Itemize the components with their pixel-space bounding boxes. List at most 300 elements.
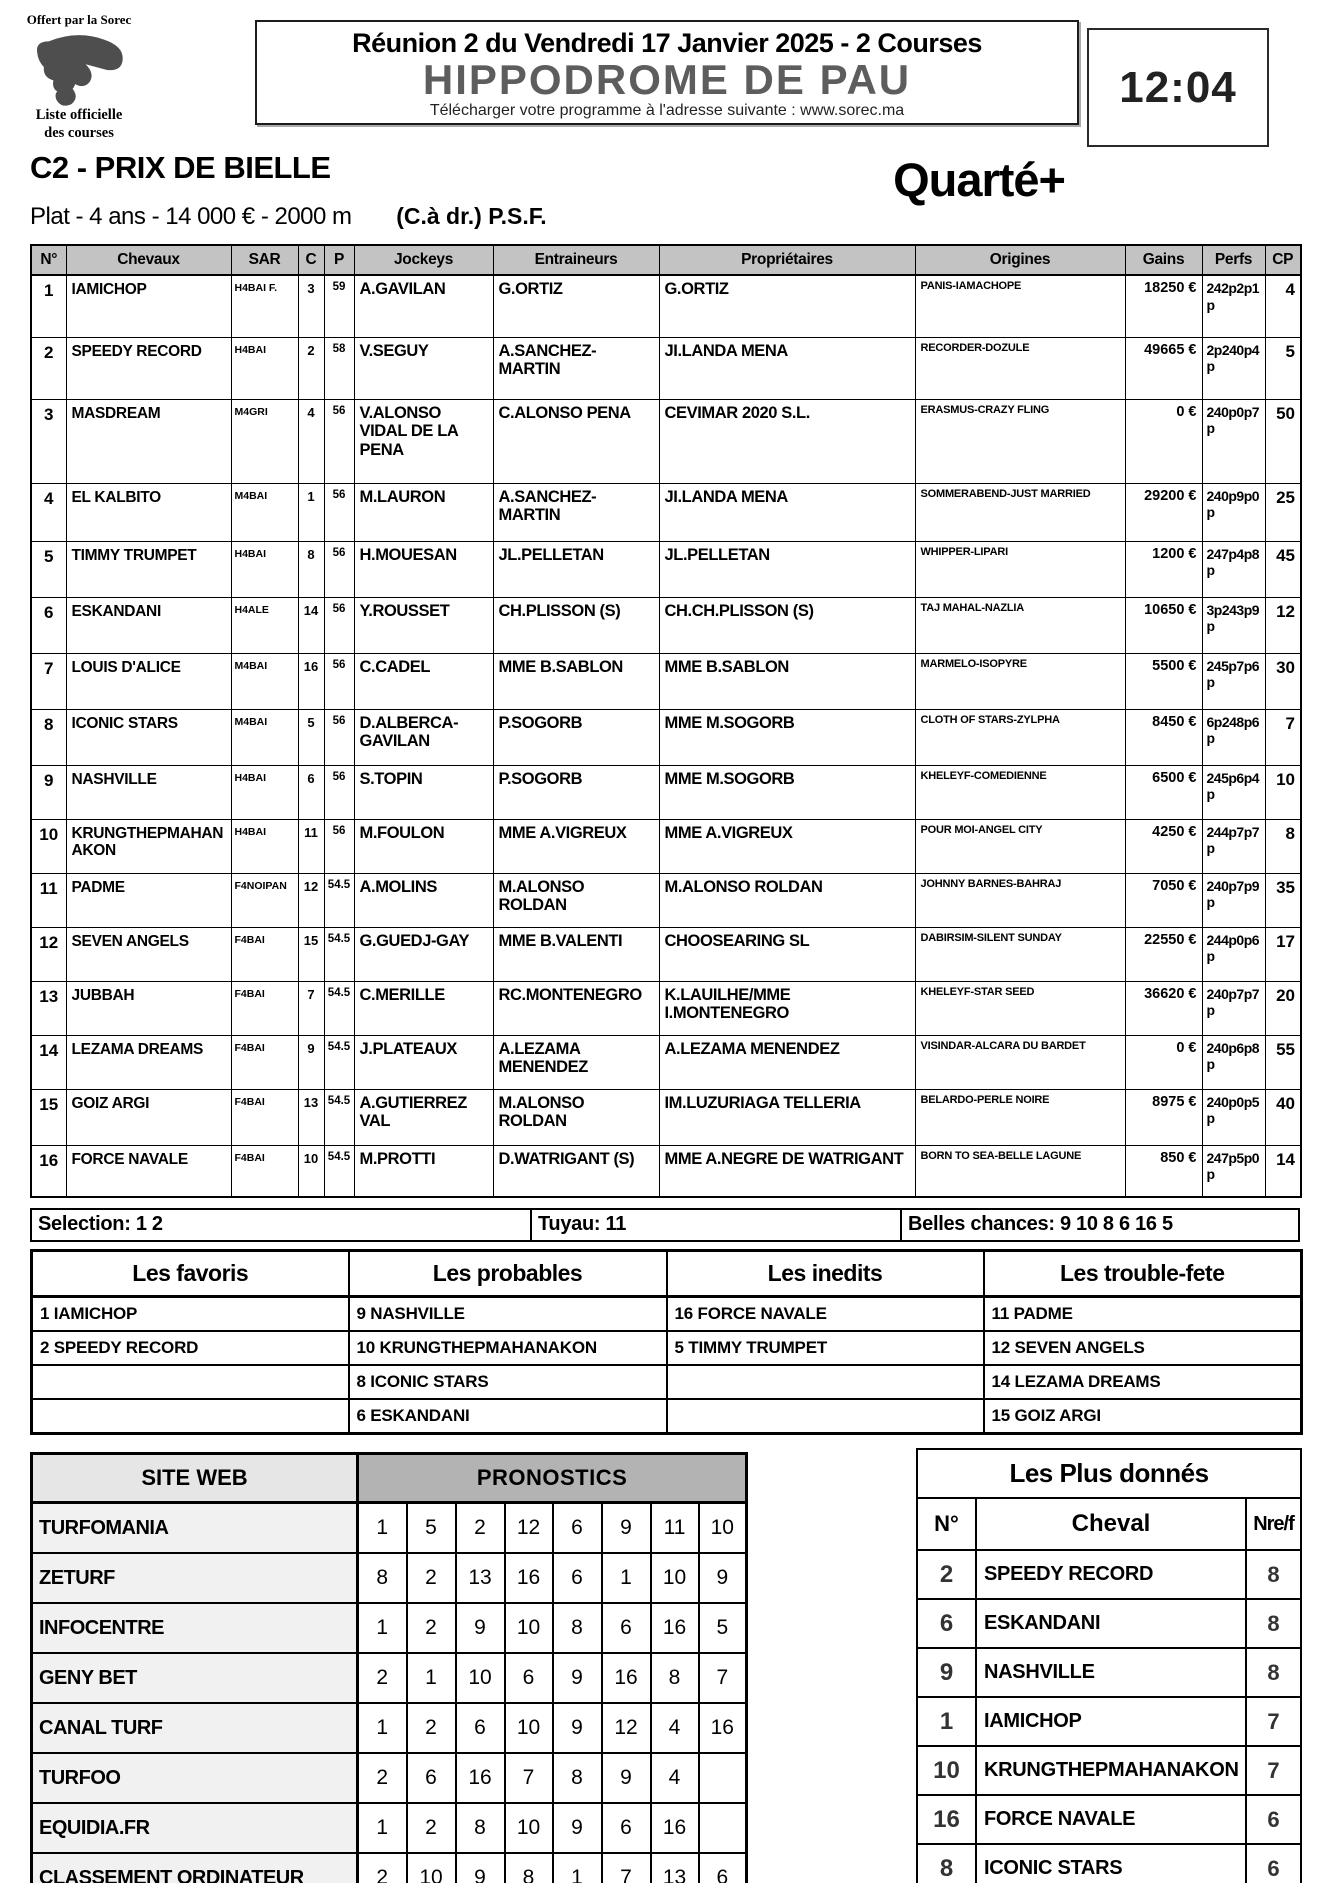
- horse-number: 10: [917, 1746, 976, 1795]
- cell-p: 56: [324, 653, 354, 709]
- cell-cp: 5: [1265, 337, 1301, 399]
- cell-c: 7: [298, 981, 324, 1035]
- site-name: GENY BET: [32, 1653, 358, 1703]
- cell-p: 54.5: [324, 1035, 354, 1089]
- horse-name: KRUNGTHEPMAHANAKON: [976, 1746, 1246, 1795]
- pronostic-number: 9: [602, 1503, 651, 1554]
- horse-head-icon: [31, 30, 127, 106]
- cell-sar: H4BAI: [231, 541, 298, 597]
- cell-c: 14: [298, 597, 324, 653]
- cell-origines: VISINDAR-ALCARA DU BARDET: [915, 1035, 1125, 1089]
- cell-jockey: M.LAURON: [354, 483, 493, 541]
- pick-cell: [32, 1365, 349, 1399]
- cell-cp: 12: [1265, 597, 1301, 653]
- cell-cp: 30: [1265, 653, 1301, 709]
- cell-proprietaire: K.LAUILHE/MME I.MONTENEGRO: [659, 981, 915, 1035]
- cell-num: 16: [31, 1145, 66, 1197]
- plus-donnes-row: [917, 1648, 1301, 1697]
- pick-cell: 11 PADME: [984, 1297, 1302, 1332]
- cell-gains: 10650 €: [1125, 597, 1202, 653]
- cell-gains: 4250 €: [1125, 819, 1202, 873]
- pronostic-number: 5: [699, 1603, 747, 1653]
- selection-bar: [30, 1208, 1300, 1242]
- plus-donnes-row: [917, 1550, 1301, 1599]
- cell-c: 9: [298, 1035, 324, 1089]
- pronostic-number: 16: [505, 1553, 553, 1603]
- cell-perfs: 244p0p6p: [1202, 927, 1265, 981]
- cell-perfs: 240p0p5p: [1202, 1089, 1265, 1145]
- cell-proprietaire: MME B.SABLON: [659, 653, 915, 709]
- pronostic-number: 6: [602, 1803, 651, 1853]
- cell-gains: 0 €: [1125, 1035, 1202, 1089]
- plus-donnes-col-nref: Nre/f: [1246, 1498, 1301, 1550]
- cell-origines: ERASMUS-CRAZY FLING: [915, 399, 1125, 483]
- logo-caption-line1: Liste officielle: [35, 107, 123, 123]
- pronostic-number: 9: [456, 1853, 505, 1883]
- cell-num: 13: [31, 981, 66, 1035]
- column-header-jockey: Jockeys: [354, 245, 493, 275]
- pronostic-number: 4: [651, 1703, 699, 1753]
- cell-origines: CLOTH OF STARS-ZYLPHA: [915, 709, 1125, 765]
- pronostic-number: 10: [651, 1553, 699, 1603]
- times-given-count: 8: [1246, 1550, 1301, 1599]
- race-time: 12:04: [1119, 62, 1237, 112]
- pronostic-number: 12: [505, 1503, 553, 1554]
- cell-sar: F4BAI: [231, 1089, 298, 1145]
- cell-gains: 1200 €: [1125, 541, 1202, 597]
- cell-entraineur: JL.PELLETAN: [493, 541, 659, 597]
- pick-cell: 16 FORCE NAVALE: [667, 1297, 984, 1332]
- cell-jockey: D.ALBERCA-GAVILAN: [354, 709, 493, 765]
- race-conditions: Plat - 4 ans - 14 000 € - 2000 m: [30, 203, 352, 230]
- times-given-count: 6: [1246, 1795, 1301, 1844]
- cell-cp: 17: [1265, 927, 1301, 981]
- cell-num: 9: [31, 765, 66, 819]
- horse-name: NASHVILLE: [976, 1648, 1246, 1697]
- cell-sar: M4BAI: [231, 709, 298, 765]
- download-note: Télécharger votre programme à l'adresse suivante : www.sorec.ma: [429, 102, 905, 119]
- cell-gains: 8975 €: [1125, 1089, 1202, 1145]
- pronostic-number: 10: [699, 1503, 747, 1554]
- logo-caption-top: Offert par la Sorec: [26, 12, 132, 27]
- cell-sar: M4BAI: [231, 483, 298, 541]
- logo-caption-line2: des courses: [44, 125, 114, 142]
- pronostic-number: 8: [505, 1853, 553, 1883]
- site-name: ZETURF: [32, 1553, 358, 1603]
- pronostic-number: 12: [602, 1703, 651, 1753]
- cell-origines: RECORDER-DOZULE: [915, 337, 1125, 399]
- cell-jockey: M.FOULON: [354, 819, 493, 873]
- column-header-p: P: [324, 245, 354, 275]
- picks-row: [32, 1399, 1302, 1434]
- tuyau-cell: Tuyau: 11: [532, 1210, 902, 1240]
- horse-number: 6: [917, 1599, 976, 1648]
- cell-p: 56: [324, 597, 354, 653]
- plus-donnes-title: Les Plus donnés: [917, 1449, 1301, 1498]
- pick-cell: 5 TIMMY TRUMPET: [667, 1331, 984, 1365]
- horse-number: 9: [917, 1648, 976, 1697]
- pronostic-row: [32, 1553, 747, 1603]
- cell-gains: 22550 €: [1125, 927, 1202, 981]
- pronostic-number: 2: [407, 1603, 456, 1653]
- cell-p: 56: [324, 765, 354, 819]
- cell-cheval: SPEEDY RECORD: [66, 337, 231, 399]
- cell-c: 4: [298, 399, 324, 483]
- horse-name: FORCE NAVALE: [976, 1795, 1246, 1844]
- horse-number: 8: [917, 1844, 976, 1883]
- cell-cheval: PADME: [66, 873, 231, 927]
- pronostic-number: 5: [407, 1503, 456, 1554]
- pronostic-number: 4: [651, 1753, 699, 1803]
- cell-p: 54.5: [324, 873, 354, 927]
- cell-proprietaire: MME A.VIGREUX: [659, 819, 915, 873]
- runner-row: [31, 927, 1301, 981]
- cell-jockey: S.TOPIN: [354, 765, 493, 819]
- cell-c: 13: [298, 1089, 324, 1145]
- pronostic-number: 2: [358, 1653, 407, 1703]
- cell-sar: H4BAI: [231, 765, 298, 819]
- pronostic-number: 16: [699, 1703, 747, 1753]
- pronostic-number: 9: [699, 1553, 747, 1603]
- cell-origines: DABIRSIM-SILENT SUNDAY: [915, 927, 1125, 981]
- cell-jockey: A.GAVILAN: [354, 275, 493, 337]
- plus-donnes-col-cheval: Cheval: [976, 1498, 1246, 1550]
- plus-donnes-header-row: [917, 1498, 1301, 1550]
- logo-caption-bottom: [18, 106, 140, 142]
- cell-origines: BORN TO SEA-BELLE LAGUNE: [915, 1145, 1125, 1197]
- column-header-perfs: Perfs: [1202, 245, 1265, 275]
- cell-p: 54.5: [324, 927, 354, 981]
- cell-proprietaire: MME A.NEGRE DE WATRIGANT: [659, 1145, 915, 1197]
- cell-entraineur: M.ALONSO ROLDAN: [493, 873, 659, 927]
- cell-sar: F4BAI: [231, 1035, 298, 1089]
- runners-table: [30, 244, 1302, 1198]
- pick-cell: 10 KRUNGTHEPMAHANAKON: [349, 1331, 667, 1365]
- cell-cp: 35: [1265, 873, 1301, 927]
- cell-proprietaire: JI.LANDA MENA: [659, 337, 915, 399]
- race-time-box: [1087, 28, 1269, 147]
- cell-gains: 18250 €: [1125, 275, 1202, 337]
- cell-gains: 6500 €: [1125, 765, 1202, 819]
- cell-cp: 8: [1265, 819, 1301, 873]
- pronostic-number: 6: [553, 1503, 602, 1554]
- cell-perfs: 247p4p8p: [1202, 541, 1265, 597]
- column-header-cheval: Chevaux: [66, 245, 231, 275]
- pick-cell: 9 NASHVILLE: [349, 1297, 667, 1332]
- cell-num: 2: [31, 337, 66, 399]
- runner-row: [31, 709, 1301, 765]
- cell-cheval: GOIZ ARGI: [66, 1089, 231, 1145]
- cell-sar: M4BAI: [231, 653, 298, 709]
- cell-origines: WHIPPER-LIPARI: [915, 541, 1125, 597]
- site-name: CANAL TURF: [32, 1703, 358, 1753]
- pronostic-number: 6: [699, 1853, 747, 1883]
- picks-column-header: Les trouble-fete: [984, 1251, 1302, 1297]
- hippodrome-name: HIPPODROME DE PAU: [422, 56, 912, 103]
- horse-name: IAMICHOP: [976, 1697, 1246, 1746]
- cell-proprietaire: CEVIMAR 2020 S.L.: [659, 399, 915, 483]
- pronostic-number: 11: [651, 1503, 699, 1554]
- sorec-logo: [18, 12, 140, 142]
- cell-cheval: LEZAMA DREAMS: [66, 1035, 231, 1089]
- cell-c: 16: [298, 653, 324, 709]
- column-header-num: N°: [31, 245, 66, 275]
- column-header-c: C: [298, 245, 324, 275]
- cell-cp: 14: [1265, 1145, 1301, 1197]
- pronostic-number: 6: [505, 1653, 553, 1703]
- race-title: C2 - PRIX DE BIELLE: [30, 150, 331, 185]
- pronostic-number: 2: [456, 1503, 505, 1554]
- race-conditions-row: [30, 203, 547, 231]
- cell-jockey: H.MOUESAN: [354, 541, 493, 597]
- cell-entraineur: A.LEZAMA MENENDEZ: [493, 1035, 659, 1089]
- picks-column-header: Les probables: [349, 1251, 667, 1297]
- pronostic-row: [32, 1653, 747, 1703]
- cell-num: 4: [31, 483, 66, 541]
- cell-p: 54.5: [324, 981, 354, 1035]
- cell-entraineur: MME A.VIGREUX: [493, 819, 659, 873]
- column-header-gains: Gains: [1125, 245, 1202, 275]
- cell-entraineur: A.SANCHEZ-MARTIN: [493, 483, 659, 541]
- bet-type-label: Quarté+: [893, 153, 1065, 206]
- pronostics-table: [30, 1452, 748, 1883]
- pronostic-number: 8: [456, 1803, 505, 1853]
- runner-row: [31, 541, 1301, 597]
- pronostic-number: 13: [456, 1553, 505, 1603]
- cell-entraineur: G.ORTIZ: [493, 275, 659, 337]
- picks-row: [32, 1331, 1302, 1365]
- cell-c: 5: [298, 709, 324, 765]
- cell-cheval: ICONIC STARS: [66, 709, 231, 765]
- pronostic-number: 7: [505, 1753, 553, 1803]
- cell-origines: BELARDO-PERLE NOIRE: [915, 1089, 1125, 1145]
- horse-number: 1: [917, 1697, 976, 1746]
- pick-cell: 8 ICONIC STARS: [349, 1365, 667, 1399]
- plus-donnes-row: [917, 1844, 1301, 1883]
- times-given-count: 7: [1246, 1746, 1301, 1795]
- pronostic-number: 10: [505, 1603, 553, 1653]
- cell-cp: 25: [1265, 483, 1301, 541]
- cell-entraineur: MME B.VALENTI: [493, 927, 659, 981]
- pick-cell: 2 SPEEDY RECORD: [32, 1331, 349, 1365]
- cell-jockey: A.MOLINS: [354, 873, 493, 927]
- pronostic-row: [32, 1753, 747, 1803]
- cell-jockey: G.GUEDJ-GAY: [354, 927, 493, 981]
- pronostic-row: [32, 1853, 747, 1883]
- cell-c: 11: [298, 819, 324, 873]
- runner-row: [31, 399, 1301, 483]
- cell-cheval: FORCE NAVALE: [66, 1145, 231, 1197]
- cell-jockey: C.CADEL: [354, 653, 493, 709]
- times-given-count: 6: [1246, 1844, 1301, 1883]
- cell-gains: 850 €: [1125, 1145, 1202, 1197]
- pronostic-number: 2: [407, 1553, 456, 1603]
- pronostic-row: [32, 1803, 747, 1853]
- pronostic-number: 1: [358, 1703, 407, 1753]
- pronostic-number: 1: [358, 1503, 407, 1554]
- cell-c: 8: [298, 541, 324, 597]
- cell-sar: H4BAI: [231, 337, 298, 399]
- cell-p: 54.5: [324, 1089, 354, 1145]
- times-given-count: 8: [1246, 1648, 1301, 1697]
- pronostic-number: 1: [358, 1603, 407, 1653]
- pronostic-number: 2: [407, 1703, 456, 1753]
- pick-cell: [32, 1399, 349, 1434]
- cell-c: 12: [298, 873, 324, 927]
- cell-perfs: 247p5p0p: [1202, 1145, 1265, 1197]
- cell-cp: 45: [1265, 541, 1301, 597]
- times-given-count: 7: [1246, 1697, 1301, 1746]
- pick-cell: 12 SEVEN ANGELS: [984, 1331, 1302, 1365]
- cell-p: 56: [324, 399, 354, 483]
- cell-sar: F4BAI: [231, 927, 298, 981]
- cell-entraineur: M.ALONSO ROLDAN: [493, 1089, 659, 1145]
- cell-jockey: Y.ROUSSET: [354, 597, 493, 653]
- runner-row: [31, 1089, 1301, 1145]
- pronostic-number: 10: [407, 1853, 456, 1883]
- cell-origines: PANIS-IAMACHOPE: [915, 275, 1125, 337]
- cell-sar: F4BAI: [231, 981, 298, 1035]
- site-web-header: SITE WEB: [32, 1454, 358, 1503]
- pronostic-number: 6: [602, 1603, 651, 1653]
- picks-row: [32, 1297, 1302, 1332]
- cell-proprietaire: MME M.SOGORB: [659, 765, 915, 819]
- cell-entraineur: A.SANCHEZ-MARTIN: [493, 337, 659, 399]
- pick-cell: 6 ESKANDANI: [349, 1399, 667, 1434]
- cell-entraineur: C.ALONSO PENA: [493, 399, 659, 483]
- race-track-info: (C.à dr.) P.S.F.: [396, 203, 547, 229]
- cell-entraineur: RC.MONTENEGRO: [493, 981, 659, 1035]
- runner-row: [31, 483, 1301, 541]
- cell-sar: H4ALE: [231, 597, 298, 653]
- cell-c: 2: [298, 337, 324, 399]
- cell-sar: H4BAI F.: [231, 275, 298, 337]
- plus-donnes-row: [917, 1746, 1301, 1795]
- cell-cheval: NASHVILLE: [66, 765, 231, 819]
- cell-gains: 29200 €: [1125, 483, 1202, 541]
- belles-chances-cell: Belles chances: 9 10 8 6 16 5: [908, 1213, 1173, 1235]
- horse-name: SPEEDY RECORD: [976, 1550, 1246, 1599]
- pronostics-header-row: [32, 1454, 747, 1503]
- horse-name: ESKANDANI: [976, 1599, 1246, 1648]
- picks-table-header-row: [32, 1251, 1302, 1297]
- cell-cheval: ESKANDANI: [66, 597, 231, 653]
- cell-c: 1: [298, 483, 324, 541]
- pronostic-row: [32, 1503, 747, 1554]
- selection-cell: Selection: 1 2: [32, 1210, 532, 1240]
- cell-origines: KHELEYF-STAR SEED: [915, 981, 1125, 1035]
- cell-jockey: C.MERILLE: [354, 981, 493, 1035]
- cell-cheval: IAMICHOP: [66, 275, 231, 337]
- cell-p: 56: [324, 541, 354, 597]
- cell-cheval: EL KALBITO: [66, 483, 231, 541]
- plus-donnes-table: [916, 1448, 1302, 1883]
- cell-c: 6: [298, 765, 324, 819]
- cell-num: 11: [31, 873, 66, 927]
- site-name: TURFOO: [32, 1753, 358, 1803]
- pronostic-number: 10: [505, 1803, 553, 1853]
- cell-entraineur: P.SOGORB: [493, 765, 659, 819]
- cell-gains: 8450 €: [1125, 709, 1202, 765]
- pronostic-number: 1: [602, 1553, 651, 1603]
- cell-sar: F4BAI: [231, 1145, 298, 1197]
- pronostic-number: 7: [699, 1653, 747, 1703]
- runner-row: [31, 1145, 1301, 1197]
- plus-donnes-title-row: [917, 1449, 1301, 1498]
- horse-number: 2: [917, 1550, 976, 1599]
- meeting-title-box: [255, 20, 1079, 125]
- horse-number: 16: [917, 1795, 976, 1844]
- pronostic-number: 8: [358, 1553, 407, 1603]
- cell-cheval: KRUNGTHEPMAHANAKON: [66, 819, 231, 873]
- pronostic-number: 16: [651, 1803, 699, 1853]
- runner-row: [31, 1035, 1301, 1089]
- cell-entraineur: CH.PLISSON (S): [493, 597, 659, 653]
- pronostic-number: 2: [358, 1753, 407, 1803]
- pronostic-number: 6: [407, 1753, 456, 1803]
- pronostic-number: 10: [456, 1653, 505, 1703]
- cell-gains: 36620 €: [1125, 981, 1202, 1035]
- pick-cell: 15 GOIZ ARGI: [984, 1399, 1302, 1434]
- pronostic-number: 7: [602, 1853, 651, 1883]
- runner-row: [31, 653, 1301, 709]
- cell-origines: TAJ MAHAL-NAZLIA: [915, 597, 1125, 653]
- pronostic-number: 2: [407, 1803, 456, 1853]
- cell-perfs: 6p248p6p: [1202, 709, 1265, 765]
- cell-gains: 0 €: [1125, 399, 1202, 483]
- pronostic-number: 1: [553, 1853, 602, 1883]
- runner-row: [31, 873, 1301, 927]
- plus-donnes-col-num: N°: [917, 1498, 976, 1550]
- site-name: EQUIDIA.FR: [32, 1803, 358, 1853]
- cell-p: 54.5: [324, 1145, 354, 1197]
- cell-cp: 20: [1265, 981, 1301, 1035]
- runners-table-header-row: [31, 245, 1301, 275]
- pronostic-number: 16: [602, 1653, 651, 1703]
- pronostic-row: [32, 1703, 747, 1753]
- cell-jockey: J.PLATEAUX: [354, 1035, 493, 1089]
- cell-cp: 4: [1265, 275, 1301, 337]
- cell-perfs: 3p243p9p: [1202, 597, 1265, 653]
- column-header-entraineur: Entraineurs: [493, 245, 659, 275]
- pronostic-number: [699, 1803, 747, 1853]
- pronostic-number: 9: [553, 1653, 602, 1703]
- cell-gains: 5500 €: [1125, 653, 1202, 709]
- site-name: INFOCENTRE: [32, 1603, 358, 1653]
- cell-p: 58: [324, 337, 354, 399]
- runner-row: [31, 597, 1301, 653]
- runner-row: [31, 275, 1301, 337]
- pronostics-header: PRONOSTICS: [358, 1454, 747, 1503]
- cell-cheval: MASDREAM: [66, 399, 231, 483]
- pick-cell: [667, 1399, 984, 1434]
- runner-row: [31, 337, 1301, 399]
- cell-proprietaire: CHOOSEARING SL: [659, 927, 915, 981]
- cell-origines: MARMELO-ISOPYRE: [915, 653, 1125, 709]
- cell-perfs: 2p240p4p: [1202, 337, 1265, 399]
- cell-sar: F4NOIPAN: [231, 873, 298, 927]
- pronostic-number: 16: [651, 1603, 699, 1653]
- times-given-count: 8: [1246, 1599, 1301, 1648]
- cell-p: 56: [324, 483, 354, 541]
- picks-column-header: Les inedits: [667, 1251, 984, 1297]
- pronostic-number: 16: [456, 1753, 505, 1803]
- cell-jockey: V.SEGUY: [354, 337, 493, 399]
- cell-cp: 10: [1265, 765, 1301, 819]
- cell-cp: 55: [1265, 1035, 1301, 1089]
- cell-num: 6: [31, 597, 66, 653]
- cell-entraineur: D.WATRIGANT (S): [493, 1145, 659, 1197]
